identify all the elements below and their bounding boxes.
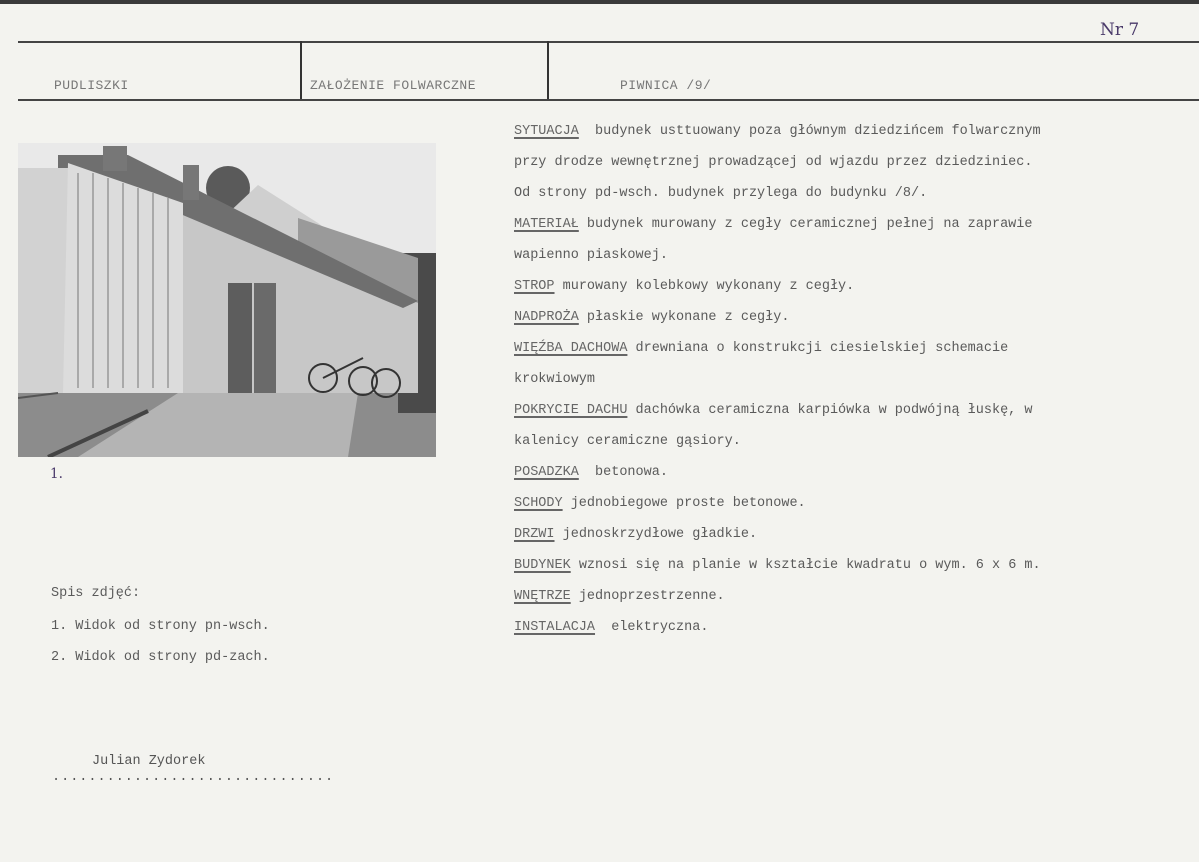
description-line [514, 617, 1194, 648]
description-line [514, 276, 1194, 307]
photo-list-item: 2. Widok od strony pd-zach. [51, 650, 270, 665]
section-text: jednoprzestrzenne. [570, 589, 725, 604]
header-complex: ZAŁOŻENIE FOLWARCZNE [310, 78, 477, 93]
description-line [514, 524, 1194, 555]
section-label: POKRYCIE DACHU [514, 403, 628, 418]
section-text: budynek usttuowany poza głównym dziedzińcem folwarcznym [578, 124, 1041, 139]
signature-name: Julian Zydorek [92, 754, 206, 769]
description-line [514, 214, 1194, 245]
section-text: jednoskrzydłowe gładkie. [554, 527, 758, 542]
description [514, 121, 1194, 648]
record-number: Nr 7 [1100, 20, 1140, 40]
photo-caption: 1. [50, 466, 63, 482]
description-line [514, 493, 1194, 524]
header-bottom-rule [18, 99, 1199, 101]
description-line [514, 400, 1194, 431]
section-text: murowany kolebkowy wykonany z cegły. [554, 279, 855, 294]
header-object: PIWNICA /9/ [620, 78, 712, 93]
section-label: WNĘTRZE [514, 589, 571, 604]
section-label: WIĘŹBA DACHOWA [514, 341, 628, 356]
section-label: MATERIAŁ [514, 217, 579, 232]
description-line [514, 586, 1194, 617]
header-location: PUDLISZKI [54, 78, 129, 93]
section-text: kalenicy ceramiczne gąsiory. [514, 434, 741, 449]
description-line [514, 431, 1194, 462]
description-line [514, 307, 1194, 338]
section-text: dachówka ceramiczna karpiówka w podwójną łuskę, w [627, 403, 1033, 418]
description-line [514, 369, 1194, 400]
signature-dots: ............................... [52, 770, 335, 785]
section-label: BUDYNEK [514, 558, 571, 573]
description-line [514, 462, 1194, 493]
section-label: INSTALACJA [514, 620, 596, 635]
section-text: Od strony pd-wsch. budynek przylega do budynku /8/. [514, 186, 928, 201]
section-text: wapienno piaskowej. [514, 248, 668, 263]
description-line [514, 338, 1194, 369]
photo-list-title: Spis zdjęć: [51, 586, 141, 601]
header-top-rule [18, 41, 1199, 43]
section-text: budynek murowany z cegły ceramicznej pełnej na zaprawie [578, 217, 1033, 232]
section-text: płaskie wykonane z cegły. [578, 310, 790, 325]
description-line [514, 555, 1194, 586]
section-label: NADPROŻA [514, 310, 579, 325]
description-line [514, 121, 1194, 152]
section-label: STROP [514, 279, 555, 294]
photo-list-item: 1. Widok od strony pn-wsch. [51, 619, 270, 634]
building-photo [18, 143, 436, 457]
description-line [514, 183, 1194, 214]
description-line [514, 245, 1194, 276]
section-text: elektryczna. [595, 620, 709, 635]
scan-edge [0, 0, 1199, 4]
section-label: SCHODY [514, 496, 563, 511]
description-line [514, 152, 1194, 183]
section-text: przy drodze wewnętrznej prowadzącej od wjazdu przez dziedziniec. [514, 155, 1033, 170]
section-text: wznosi się na planie w kształcie kwadratu o wym. 6 x 6 m. [570, 558, 1041, 573]
section-text: jednobiegowe proste betonowe. [562, 496, 806, 511]
header-divider [547, 41, 549, 99]
section-text: drewniana o konstrukcji ciesielskiej schemacie [627, 341, 1009, 356]
section-text: betonowa. [578, 465, 668, 480]
section-label: DRZWI [514, 527, 555, 542]
section-text: krokwiowym [514, 372, 596, 387]
section-label: SYTUACJA [514, 124, 579, 139]
header-divider [300, 41, 302, 99]
signature [52, 754, 372, 786]
section-label: POSADZKA [514, 465, 579, 480]
